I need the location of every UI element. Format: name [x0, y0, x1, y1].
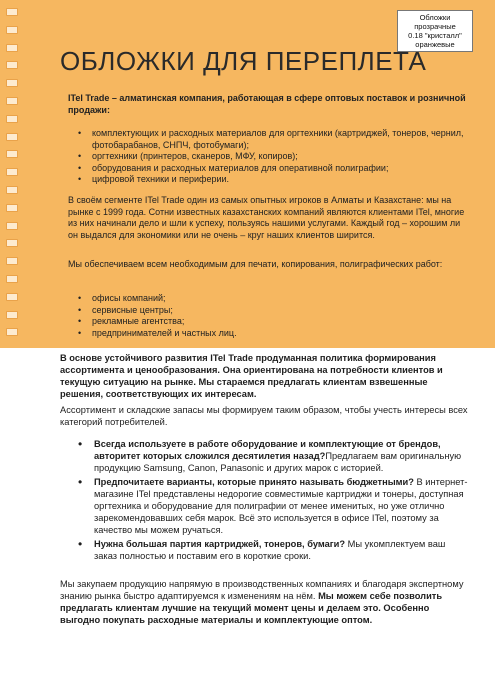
list-item: • оргтехники (принтеров, сканеров, МФУ, копиров); — [92, 151, 468, 163]
binding-hole — [6, 8, 18, 16]
binding-hole — [6, 186, 18, 194]
clients-list — [68, 293, 468, 339]
list-item — [94, 476, 470, 536]
offer-question: Предпочитаете варианты, которые принято называть бюджетными? — [94, 477, 414, 487]
company-paragraph: В своём сегменте ITel Trade один из самых опытных игроков в Алматы и Казахстане: мы на рынке с 1999 года. Сотни известных казахстанских компаний являются клиентами ITel, многие из них начинали дело и шли к успеху, пользуясь нашими услугами. Каждый год – хорошим ли он выдался для экономики или не очень – круг наших клиентов ширится. — [68, 195, 465, 240]
binding-hole — [6, 97, 18, 105]
binding-hole — [6, 44, 18, 52]
offer-answer: Мы укомплектуем ваш заказ полностью и поставим его в короткие сроки. — [94, 539, 446, 561]
closing-bold-text: Мы можем себе позволить предлагать клиентам лучшие на текущий момент цены и делаем это. Особенно выгодно покупать расходные материалы и комплектующие оптом. — [60, 591, 443, 625]
offer-answer: В интернет-магазине ITel представлены недорогие совместимые картриджи и тонеры, доступная оргтехника и оборудование для полиграфии от менее именитых, но уже отлично зарекомендовавших себя марок. Всё это используется в офисе ITel, поэтому за качество мы можем ручаться. — [94, 477, 468, 535]
binding-hole — [6, 133, 18, 141]
sample-label-line: 0.18 "кристалл" — [408, 31, 462, 40]
binding-hole — [6, 293, 18, 301]
binding-hole — [6, 79, 18, 87]
binding-hole — [6, 239, 18, 247]
list-item: • офисы компаний; — [92, 293, 468, 305]
closing-paragraph — [60, 578, 470, 626]
list-item: • оборудования и расходных материалов для оперативной полиграфии; — [92, 163, 468, 175]
binding-hole — [6, 168, 18, 176]
sample-label-line: прозрачные — [414, 22, 456, 31]
list-item: • цифровой техники и периферии. — [92, 174, 468, 186]
offer-question: Всегда используете в работе оборудование и комплектующие от брендов, авторитет которых сложился десятилетия назад? — [94, 439, 441, 461]
binding-hole — [6, 328, 18, 336]
offer-question: Нужна большая партия картриджей, тонеров, бумаги? — [94, 539, 346, 549]
offer-answer: Предлагаем вам оригинальную продукцию Samsung, Canon, Panasonic и других марок с историей. — [94, 451, 462, 473]
policy-paragraph: В основе устойчивого развития ITel Trade продуманная политика формирования ассортимента и ценообразования. Она ориентирована на потребности клиентов и текущую ситуацию на рынке. Мы стараемся предлагать клиентам взвешенные решения, соответствующих их интересам. — [60, 353, 443, 399]
closing-text: Мы закупаем продукцию напрямую в производственных компаниях и благодаря экспертному знанию рынка быстро адаптируемся к изменениям на нём. — [60, 579, 464, 601]
binding-hole — [6, 204, 18, 212]
binding-hole — [6, 222, 18, 230]
binding-hole — [6, 257, 18, 265]
list-item: • комплектующих и расходных материалов для оргтехники (картриджей, тонеров, чернил, фотобарабанов, СНПЧ, фотобумаги); — [92, 128, 468, 151]
sample-label-line: Обложки — [419, 13, 451, 22]
list-item: • рекламные агентства; — [92, 316, 468, 328]
binding-hole — [6, 115, 18, 123]
list-item: • сервисные центры; — [92, 305, 468, 317]
products-list — [68, 128, 468, 186]
binding-hole — [6, 275, 18, 283]
list-item — [94, 538, 470, 562]
binding-hole — [6, 150, 18, 158]
binding-holes — [6, 8, 16, 343]
binding-hole — [6, 311, 18, 319]
services-paragraph: Мы обеспечиваем всем необходимым для печати, копирования, полиграфических работ: — [68, 259, 443, 269]
page-title: ОБЛОЖКИ ДЛЯ ПЕРЕПЛЕТА — [60, 46, 427, 76]
offers-list — [60, 438, 470, 564]
list-item — [94, 438, 470, 474]
orange-cover-sheet — [0, 0, 495, 348]
intro-paragraph: ITel Trade – алматинская компания, работающая в сфере оптовых поставок и розничной продажи: — [68, 93, 466, 115]
assortment-paragraph: Ассортимент и складские запасы мы формируем таким образом, чтобы учесть интересы всех категорий потребителей. — [60, 405, 468, 427]
binding-hole — [6, 61, 18, 69]
list-item: • предпринимателей и частных лиц. — [92, 328, 468, 340]
binding-hole — [6, 26, 18, 34]
sample-label-line: оранжевые — [415, 40, 455, 49]
